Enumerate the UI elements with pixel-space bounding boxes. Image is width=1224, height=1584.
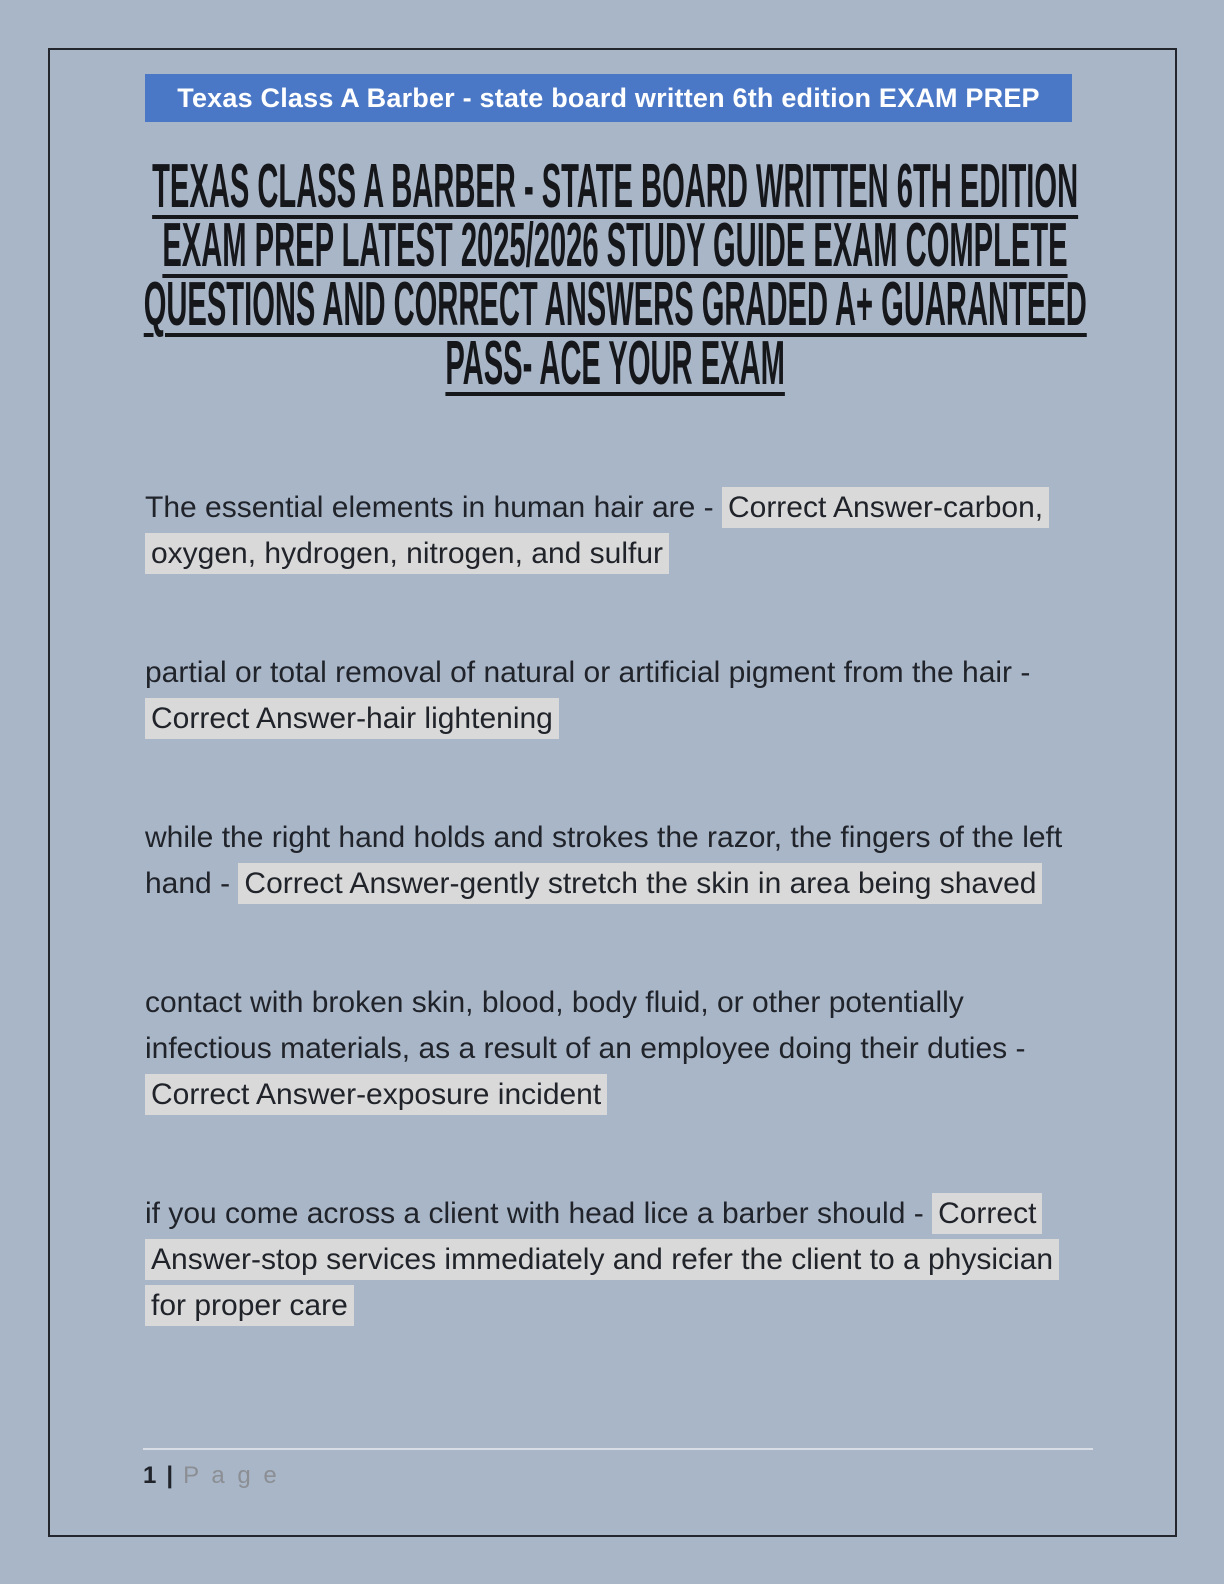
qa-item <box>145 980 1085 1118</box>
question-text: The essential elements in human hair are - <box>145 491 722 524</box>
question-text: while the right hand holds and strokes the razor, the fingers of the left hand - <box>145 821 1063 900</box>
title-line-1: TEXAS CLASS A BARBER - STATE BOARD WRITTEN 6TH EDITION <box>152 152 1079 221</box>
page-content <box>145 50 1085 1329</box>
highlighted-answer: Correct Answer-stop services immediately and refer the client to a physician for proper care <box>145 1193 1059 1326</box>
page-border-frame <box>48 48 1177 1537</box>
header-banner-text: Texas Class A Barber - state board written 6th edition EXAM PREP <box>177 83 1040 113</box>
title-line-4: PASS- ACE YOUR EXAM <box>445 329 785 398</box>
question-text: contact with broken skin, blood, body fluid, or other potentially infectious materials, as a result of an employee doing their duties - <box>145 986 1026 1065</box>
highlighted-answer: Correct Answer-gently stretch the skin in area being shaved <box>238 863 1042 904</box>
page-footer <box>143 1448 1093 1490</box>
highlighted-answer: Correct Answer-carbon, oxygen, hydrogen, nitrogen, and sulfur <box>145 487 1049 574</box>
question-text: partial or total removal of natural or artificial pigment from the hair - <box>145 656 1031 689</box>
qa-item <box>145 485 1085 577</box>
footer-separator: | <box>166 1462 174 1489</box>
highlighted-answer: Correct Answer-exposure incident <box>145 1074 607 1115</box>
qa-list <box>145 485 1085 1329</box>
title-line-2: EXAM PREP LATEST 2025/2026 STUDY GUIDE EXAM COMPLETE <box>162 211 1068 280</box>
qa-item <box>145 815 1085 907</box>
footer-page-label: P a g e <box>183 1462 280 1489</box>
header-banner <box>145 74 1072 122</box>
qa-item <box>145 1191 1085 1329</box>
question-text: if you come across a client with head lice a barber should - <box>145 1197 933 1230</box>
qa-item <box>145 650 1085 742</box>
page-number: 1 <box>143 1462 157 1489</box>
document-title <box>143 152 1087 398</box>
title-line-3: QUESTIONS AND CORRECT ANSWERS GRADED A+ GUARANTEED <box>143 270 1087 339</box>
highlighted-answer: Correct Answer-hair lightening <box>145 698 559 739</box>
